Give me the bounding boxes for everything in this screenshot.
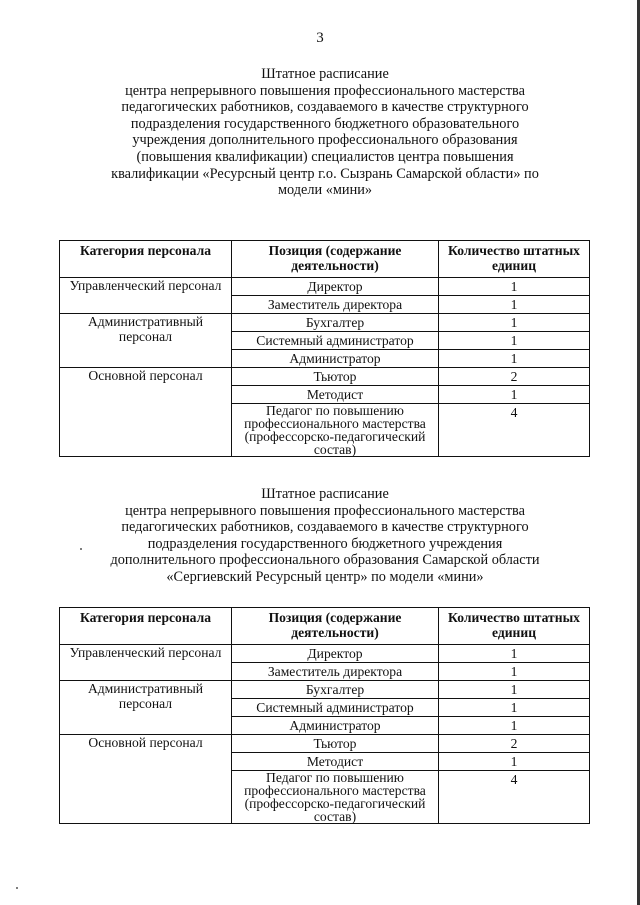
position-cell: Системный администратор	[232, 332, 439, 350]
position-cell: Администратор	[232, 717, 439, 735]
position-cell: Бухгалтер	[232, 314, 439, 332]
count-cell: 2	[439, 368, 590, 386]
heading-line: подразделения государственного бюджетного образовательного	[130, 115, 520, 132]
heading-title: Штатное расписание	[261, 486, 389, 502]
position-cell: Заместитель директора	[232, 663, 439, 681]
position-cell: Педагог по повышению профессионального мастерства (профессорско-педагогический состав)	[232, 771, 439, 824]
table-row	[60, 368, 590, 386]
scan-speck	[16, 887, 18, 889]
category-cell: Административный персонал	[60, 314, 232, 368]
position-cell: Педагог по повышению профессионального мастерства (профессорско-педагогический состав)	[232, 404, 439, 457]
count-cell: 1	[439, 386, 590, 404]
staff-table-1	[59, 240, 590, 457]
category-cell: Основной персонал	[60, 735, 232, 824]
header-count: Количество штатных единиц	[439, 241, 590, 278]
heading-line: центра непрерывного повышения профессионального мастерства	[125, 502, 525, 519]
count-cell: 1	[439, 645, 590, 663]
staff-table-2	[59, 607, 590, 824]
position-cell: Методист	[232, 753, 439, 771]
position-cell: Директор	[232, 645, 439, 663]
count-cell: 2	[439, 735, 590, 753]
category-cell: Административный персонал	[60, 681, 232, 735]
count-cell: 1	[439, 663, 590, 681]
category-cell: Основной персонал	[60, 368, 232, 457]
header-category: Категория персонала	[60, 608, 232, 645]
table-row	[60, 314, 590, 332]
position-cell: Тьютор	[232, 735, 439, 753]
count-cell: 1	[439, 314, 590, 332]
heading-line: «Сергиевский Ресурсный центр» по модели «мини»	[166, 568, 484, 585]
category-cell: Управленческий персонал	[60, 645, 232, 681]
count-cell: 1	[439, 296, 590, 314]
header-count: Количество штатных единиц	[439, 608, 590, 645]
table-row	[60, 735, 590, 753]
page-number: 3	[316, 30, 324, 46]
header-position: Позиция (содержание деятельности)	[232, 608, 439, 645]
heading-section-1	[60, 66, 590, 199]
header-category: Категория персонала	[60, 241, 232, 278]
heading-line: дополнительного профессионального образования Самарской области	[110, 552, 540, 569]
heading-line: педагогических работников, создаваемого в качестве структурного	[121, 99, 529, 116]
count-cell: 1	[439, 753, 590, 771]
heading-line: (повышения квалификации) специалистов центра повышения	[136, 148, 514, 165]
position-cell: Администратор	[232, 350, 439, 368]
heading-section-2	[60, 486, 590, 586]
header-position: Позиция (содержание деятельности)	[232, 241, 439, 278]
count-cell: 1	[439, 332, 590, 350]
position-cell: Директор	[232, 278, 439, 296]
table-row	[60, 645, 590, 663]
count-cell: 4	[439, 404, 590, 457]
heading-line: учреждения дополнительного профессионального образования	[132, 132, 518, 149]
heading-line: подразделения государственного бюджетного учреждения	[147, 535, 503, 552]
heading-line: квалификации «Ресурсный центр г.о. Сызрань Самарской области» по	[111, 165, 539, 182]
count-cell: 4	[439, 771, 590, 824]
category-cell: Управленческий персонал	[60, 278, 232, 314]
count-cell: 1	[439, 717, 590, 735]
count-cell: 1	[439, 278, 590, 296]
heading-title: Штатное расписание	[261, 66, 389, 82]
table-row	[60, 681, 590, 699]
table-header-row	[60, 608, 590, 645]
position-cell: Заместитель директора	[232, 296, 439, 314]
position-cell: Тьютор	[232, 368, 439, 386]
table-row	[60, 278, 590, 296]
position-cell: Системный администратор	[232, 699, 439, 717]
heading-line: центра непрерывного повышения профессионального мастерства	[125, 82, 525, 99]
count-cell: 1	[439, 699, 590, 717]
count-cell: 1	[439, 350, 590, 368]
table-header-row	[60, 241, 590, 278]
position-cell: Методист	[232, 386, 439, 404]
count-cell: 1	[439, 681, 590, 699]
heading-line: педагогических работников, создаваемого в качестве структурного	[121, 519, 529, 536]
position-cell: Бухгалтер	[232, 681, 439, 699]
heading-line: модели «мини»	[277, 182, 373, 199]
